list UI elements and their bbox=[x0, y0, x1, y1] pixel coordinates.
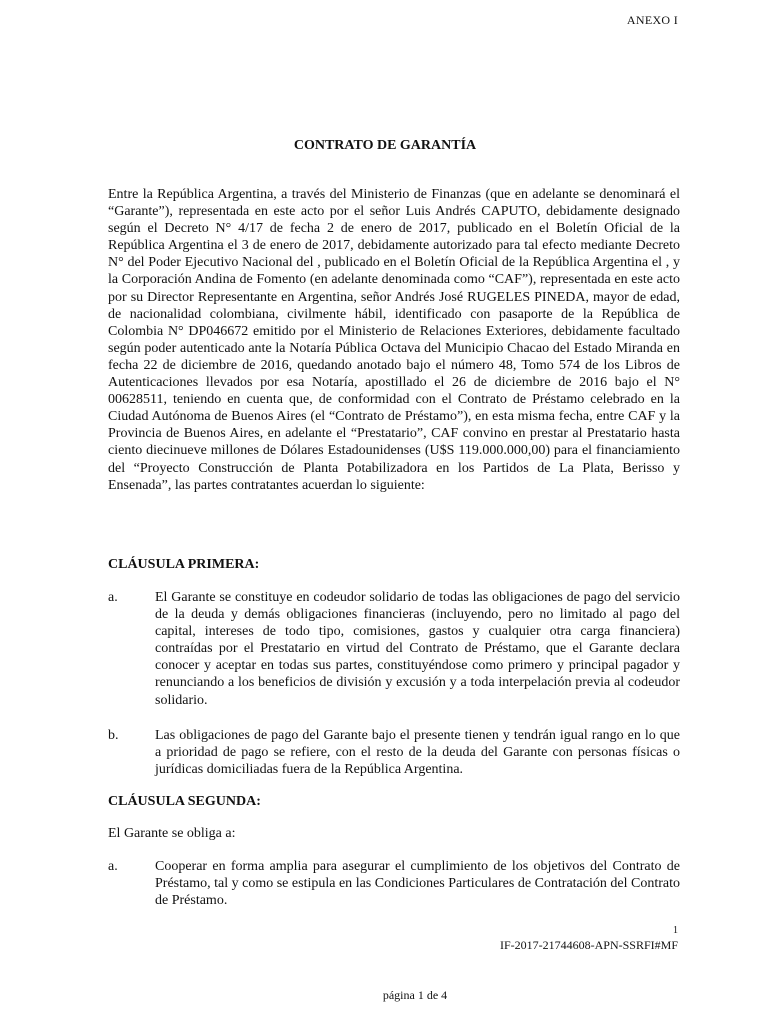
item-letter: b. bbox=[108, 728, 119, 743]
page-indicator: página 1 de 4 bbox=[382, 988, 448, 1002]
item-text: El Garante se constituye en codeudor solidario de todas las obligaciones de pago del servicio de la deuda y demás obligaciones financieras (incluyendo, pero no limitado al pago del capital, intereses de todo tipo, comisiones, gastos y cualquier otra carga financiera) contraídas por el Prestatario en virtud del Contrato de Préstamo, que el Garante declara conocer y aceptar en todas sus partes, constituyéndose como primero y principal pagador y renunciando a los beneficios de división y excusión y a toda interpelación previa al codeudor solidario. bbox=[155, 590, 680, 708]
clause-2-heading: CLÁUSULA SEGUNDA: bbox=[108, 794, 261, 809]
intro-paragraph: Entre la República Argentina, a través del Ministerio de Finanzas (que en adelante se denominará el “Garante”), representada en este acto por el señor Luis Andrés CAPUTO, debidamente designado según el Decreto N° 4/17 de fecha 2 de enero de 2017, publicado en el Boletín Oficial de la República Argentina el 3 de enero de 2017, debidamente autorizado para tal efecto mediante Decreto N° del Poder Ejecutivo Nacional del , publicado en el Boletín Oficial de la República Argentina el , y la Corporación Andina de Fomento (en adelante denominada como “CAF”), representada en este acto por su Director Representante en Argentina, señor Andrés José RUGELES PINEDA, mayor de edad, de nacionalidad colombiana, civilmente hábil, identificado con pasaporte de la República de Colombia N° DP046672 emitido por el Ministerio de Relaciones Exteriores, debidamente facultado según poder autenticado ante la Notaría Pública Octava del Municipio Chacao del Estado Miranda en fecha 22 de diciembre de 2016, quedando anotado bajo el número 48, Tomo 574 de los Libros de Autenticaciones llevados por esa Notaría, apostillado el 26 de diciembre de 2016 bajo el N° 00628511, teniendo en cuenta que, de conformidad con el Contrato de Préstamo celebrado en la Ciudad Autónoma de Buenos Aires (el “Contrato de Préstamo”), en esta misma fecha, entre CAF y la Provincia de Buenos Aires, en adelante el “Prestatario”, CAF convino en prestar al Prestatario hasta ciento diecinueve millones de Dólares Estadounidenses (U$S 119.000.000,00) para el financiamiento del “Proyecto Construcción de Planta Potabilizadora en los Partidos de La Plata, Berisso y Ensenada”, las partes contratantes acuerdan lo siguiente: bbox=[108, 187, 680, 493]
page-number: 1 bbox=[673, 925, 678, 936]
document-title: CONTRATO DE GARANTÍA bbox=[293, 138, 477, 153]
clause-1-heading: CLÁUSULA PRIMERA: bbox=[108, 557, 260, 572]
clause-2-item-a bbox=[108, 858, 680, 909]
item-letter: a. bbox=[108, 859, 118, 874]
clause-2-intro: El Garante se obliga a: bbox=[108, 826, 236, 841]
clause-1-item-b bbox=[108, 727, 680, 778]
annex-label: ANEXO I bbox=[626, 13, 678, 27]
document-id: IF-2017-21744608-APN-SSRFI#MF bbox=[499, 938, 678, 952]
item-text: Cooperar en forma amplia para asegurar el cumplimiento de los objetivos del Contrato de Préstamo, tal y como se estipula en las Condiciones Particulares de Contratación del Contrato de Préstamo. bbox=[155, 859, 680, 909]
item-letter: a. bbox=[108, 590, 118, 605]
clause-1-item-a bbox=[108, 589, 680, 709]
item-text: Las obligaciones de pago del Garante bajo el presente tienen y tendrán igual rango en lo que a prioridad de pago se refiere, con el resto de la deuda del Garante con personas físicas o jurídicas domiciliadas fuera de la República Argentina. bbox=[155, 728, 680, 778]
